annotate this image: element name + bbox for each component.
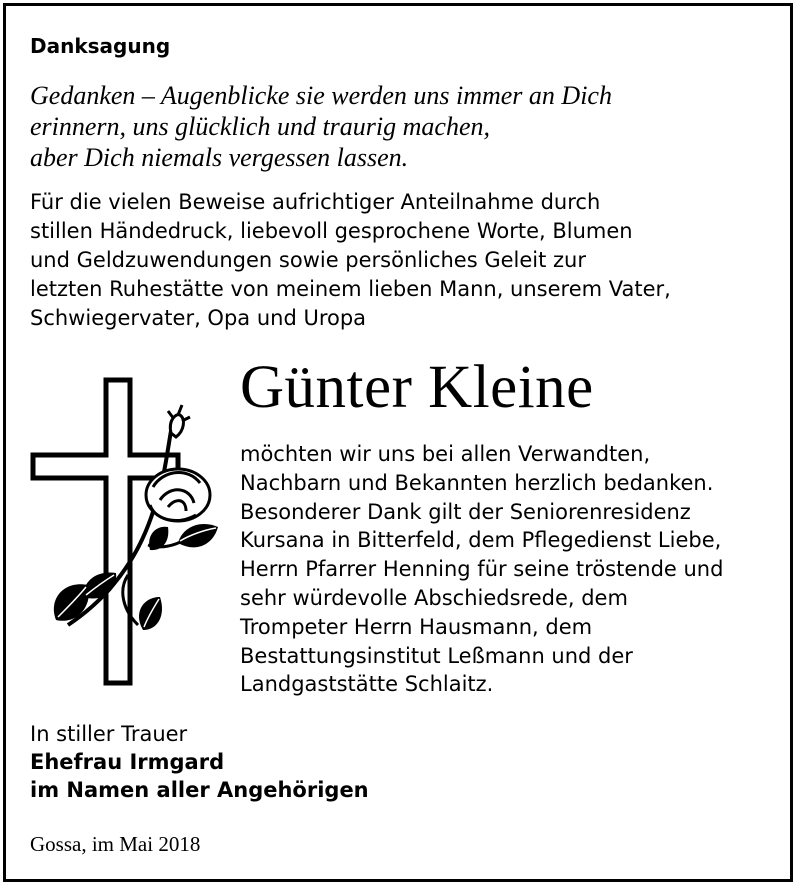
cross-with-rose-icon xyxy=(28,375,228,690)
quote-line: erinnern, uns glücklich und traurig machen, xyxy=(30,112,490,141)
signature-block xyxy=(30,720,369,804)
thanks-paragraph xyxy=(240,440,785,699)
intro-line: Schwiegervater, Opa und Uropa xyxy=(30,306,367,330)
thanks-line: Landgaststätte Schlaitz. xyxy=(240,672,494,697)
quote-line: aber Dich niemals vergessen lassen. xyxy=(30,143,409,172)
thanks-line: Kursana in Bitterfeld, dem Pflegedienst Liebe, xyxy=(240,528,722,553)
quote-line: Gedanken – Augenblicke sie werden uns immer an Dich xyxy=(30,81,612,110)
intro-paragraph xyxy=(30,188,770,333)
memorial-quote xyxy=(30,80,770,173)
thanks-line: Besonderer Dank gilt der Seniorenresidenz xyxy=(240,499,691,524)
thanks-line: Herrn Pfarrer Henning für seine tröstende und xyxy=(240,557,724,582)
signature-name: Ehefrau Irmgard xyxy=(30,750,225,774)
place-date: Gossa, im Mai 2018 xyxy=(30,832,201,856)
intro-line: letzten Ruhestätte von meinem lieben Mann, unserem Vater, xyxy=(30,277,671,301)
signature-family: im Namen aller Angehörigen xyxy=(30,778,369,802)
thanks-line: Trompeter Herrn Hausmann, dem xyxy=(240,614,593,639)
thanks-line: sehr würdevolle Abschiedsrede, dem xyxy=(240,585,628,610)
thanks-line: Nachbarn und Bekannten herzlich bedanken. xyxy=(240,470,714,495)
intro-line: und Geldzuwendungen sowie persönliches Geleit zur xyxy=(30,248,586,272)
intro-line: Für die vielen Beweise aufrichtiger Anteilnahme durch xyxy=(30,190,601,214)
notice-heading: Danksagung xyxy=(30,34,171,58)
deceased-name: Günter Kleine xyxy=(240,354,594,421)
thanks-line: Bestattungsinstitut Leßmann und der xyxy=(240,643,633,668)
intro-line: stillen Händedruck, liebevoll gesprochene Worte, Blumen xyxy=(30,219,633,243)
thanks-line: möchten wir uns bei allen Verwandten, xyxy=(240,442,651,466)
signature-intro: In stiller Trauer xyxy=(30,722,188,746)
